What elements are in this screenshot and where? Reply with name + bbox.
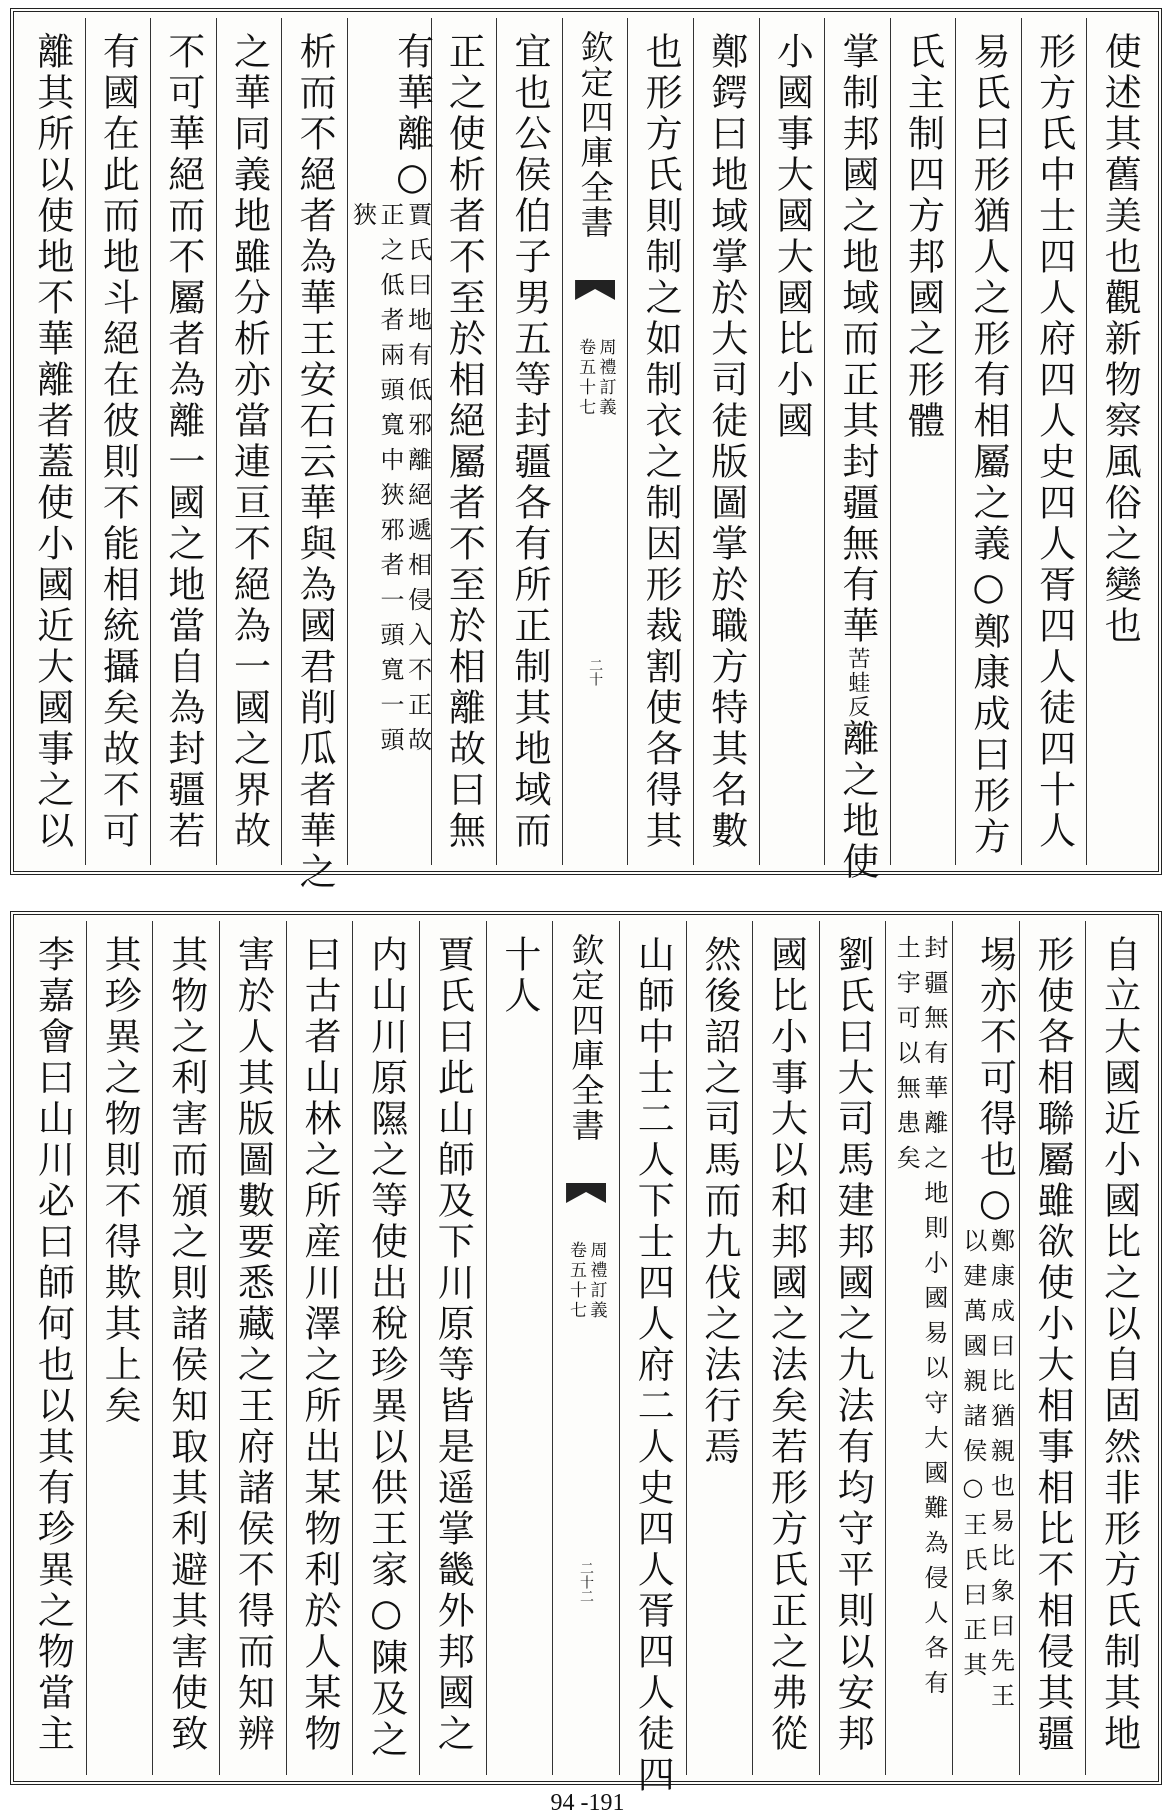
text-column	[86, 921, 153, 1775]
text-column	[347, 18, 434, 865]
text-column	[152, 921, 219, 1775]
top-page-panel	[10, 8, 1162, 893]
column-text: 形使各相聯屬雖欲使小大相事相比不相侵其疆	[1031, 935, 1075, 1755]
column-text: 易氏曰形猶人之形有相屬之義○鄭康成曰形方	[967, 32, 1011, 858]
column-text: 劉氏曰大司馬建邦國之九法有均守平則以安邦	[831, 935, 875, 1755]
text-column	[619, 921, 686, 1796]
fishtail-mark-icon	[575, 280, 615, 300]
text-column	[496, 18, 562, 865]
center-fold-column	[552, 921, 619, 1775]
column-text	[348, 32, 434, 865]
column-text: 自立大國近小國比之以自固然非形方氏制其地	[1097, 935, 1141, 1755]
text-column	[20, 18, 85, 865]
text-column	[216, 18, 282, 865]
text-column	[352, 921, 419, 1775]
column-text	[958, 935, 1017, 1775]
text-column	[819, 921, 886, 1775]
commentary-note: 鄭康成曰比猶親也易比象曰先王以建萬國親諸侯○王氏曰正其	[958, 1228, 1015, 1718]
column-text: 有國在此而地斗絕在彼則不能相統攝矣故不可	[96, 32, 140, 852]
column-text: 小國事大國大國比小國	[770, 32, 814, 442]
column-text: 然後詔之司馬而九伐之法行焉	[697, 935, 741, 1468]
text-column	[955, 18, 1021, 865]
book-title: 欽定四庫全書	[566, 933, 606, 1143]
text-column	[1019, 921, 1086, 1775]
page-number: 94 -191	[550, 1790, 625, 1816]
main-text: 埸亦不可得也○	[973, 935, 1017, 1228]
text-column	[752, 921, 819, 1775]
column-text: 其珍異之物則不得欺其上矣	[98, 935, 142, 1427]
main-text: 掌制邦國之地域而正其封疆無有華	[835, 32, 879, 647]
leaf-number: 二十二	[578, 1561, 595, 1603]
column-text: 曰古者山林之所産川澤之所出某物利於人某物	[297, 935, 341, 1755]
text-column	[885, 921, 952, 1775]
text-column	[1021, 18, 1087, 865]
text-column	[693, 18, 759, 865]
book-title: 欽定四庫全書	[575, 30, 615, 240]
column-text: 内山川原隰之等使出稅珍異以供王家○陳及之	[364, 935, 408, 1761]
text-column	[759, 18, 825, 865]
column-text: 國比小事大以和邦國之法矣若形方氏正之弗從	[764, 935, 808, 1755]
main-text: 離之地使	[835, 719, 879, 883]
column-text: 賈氏曰此山師及下川原等皆是遥掌畿外邦國之	[431, 935, 475, 1755]
text-column	[281, 18, 347, 893]
column-text: 害於人其版圖數要悉藏之王府諸侯不得而知辨	[231, 935, 275, 1755]
column-text: 氏主制四方邦國之形體	[901, 32, 945, 442]
text-column	[486, 921, 553, 1775]
column-text: 正之使析者不至於相絕屬者不至於相離故曰無	[442, 32, 486, 852]
column-text: 宜也公侯伯子男五等封疆各有所正制其地域而	[508, 32, 551, 852]
top-columns	[20, 18, 1152, 893]
text-column	[1086, 18, 1152, 865]
main-text: 有華離○	[390, 32, 434, 202]
bottom-columns	[20, 921, 1152, 1796]
text-column	[686, 921, 753, 1775]
commentary-note: 封疆無有華離之地則小國易以守大國難為侵人各有土宇可以無患矣	[892, 935, 948, 1705]
commentary-note: 賈氏曰地有低邪離絕遞相侵入不正故正之低者兩頭寬中狹邪者一頭寬一頭狹	[348, 202, 432, 762]
column-text: 山師中士二人下士四人府二人史四人胥四人徒四	[631, 935, 675, 1796]
text-column	[1085, 921, 1152, 1775]
column-text: 之華同義地雖分析亦當連亘不絕為一國之界故	[227, 32, 271, 852]
column-text: 使述其舊美也觀新物察風俗之變也	[1098, 32, 1142, 647]
column-text: 也形方氏則制之如制衣之制因形裁割使各得其	[639, 32, 683, 852]
text-column	[85, 18, 151, 865]
column-text: 析而不絕者為華王安石云華與為國君削瓜者華之	[293, 32, 337, 893]
text-column	[20, 921, 86, 1775]
column-text: 李嘉會曰山川必曰師何也以其有珍異之物當主	[31, 935, 75, 1755]
text-column	[419, 921, 486, 1775]
text-column	[150, 18, 216, 865]
column-text: 十人	[497, 935, 541, 1017]
column-text: 鄭鍔曰地域掌於大司徒版圖掌於職方特其名數	[704, 32, 748, 852]
volume-label: 周禮訂義 卷五十七	[566, 1241, 607, 1321]
pronunciation-note: 苦蛙反	[844, 647, 870, 719]
bottom-page-panel	[10, 911, 1162, 1796]
text-column	[824, 18, 890, 883]
column-text: 不可華絕而不屬者為離一國之地當自為封疆若	[161, 32, 205, 852]
text-column	[219, 921, 286, 1775]
leaf-number: 二十	[587, 658, 604, 686]
column-text	[835, 32, 879, 883]
volume-label: 周禮訂義 卷五十七	[575, 338, 616, 418]
text-column	[286, 921, 353, 1775]
text-column	[952, 921, 1019, 1775]
column-text: 離其所以使地不華離者蓋使小國近大國事之以	[30, 32, 74, 852]
column-text: 其物之利害而頒之則諸侯知取其利避其害使致	[164, 935, 208, 1755]
text-column	[431, 18, 497, 865]
column-text: 形方氏中士四人府四人史四人胥四人徒四十人	[1032, 32, 1076, 852]
text-column	[890, 18, 956, 865]
fishtail-mark-icon	[566, 1183, 606, 1203]
center-fold-column	[562, 18, 628, 865]
text-column	[627, 18, 693, 865]
